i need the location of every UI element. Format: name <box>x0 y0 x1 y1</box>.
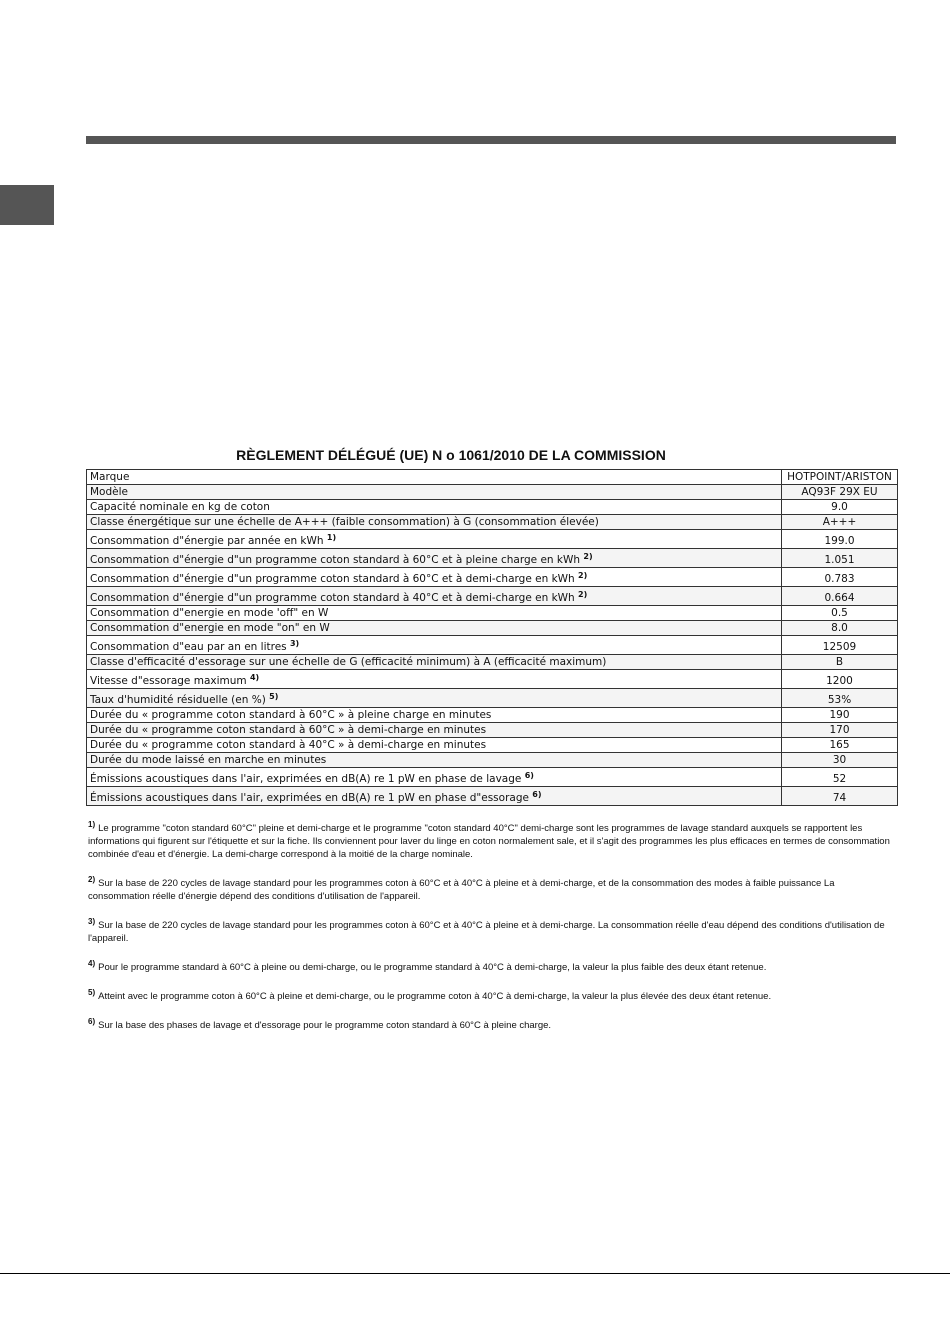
footnote-ref: 2) <box>578 571 588 580</box>
row-label: Consommation d"energie en mode 'off" en W <box>87 606 782 621</box>
table-row <box>87 485 898 500</box>
row-value: 190 <box>782 708 898 723</box>
footnote <box>88 957 898 974</box>
row-value: 1.051 <box>782 549 898 568</box>
footnote-text: Sur la base de 220 cycles de lavage standard pour les programmes coton à 60°C et à 40°C à pleine et à demi-charge. La consommation réelle d'eau dépend des conditions d'utilisation de l'appareil. <box>88 920 885 944</box>
row-label: Classe d'efficacité d'essorage sur une échelle de G (efficacité minimum) à A (efficacité maximum) <box>87 655 782 670</box>
row-value: 9.0 <box>782 500 898 515</box>
footnote-ref: 3) <box>289 639 300 648</box>
footnote-ref: 4) <box>249 673 260 682</box>
header-rule <box>86 136 896 144</box>
row-value: B <box>782 655 898 670</box>
table-row <box>87 636 898 655</box>
row-value: A+++ <box>782 515 898 530</box>
table-row <box>87 655 898 670</box>
table-row <box>87 587 898 606</box>
footnote-number: 4) <box>88 959 96 968</box>
row-value: 30 <box>782 753 898 768</box>
footnote <box>88 1015 898 1032</box>
row-label: Taux d'humidité résiduelle (en %) $^{5)}$ <box>87 689 782 708</box>
row-label: Capacité nominale en kg de coton <box>87 500 782 515</box>
footnote-text: Atteint avec le programme coton à 60°C à pleine et demi-charge, ou le programme coton à 40°C à demi-charge, la valeur la plus élevée des deux étant retenue. <box>98 991 772 1002</box>
table-row <box>87 670 898 689</box>
row-value: 170 <box>782 723 898 738</box>
table-row <box>87 568 898 587</box>
row-value: 0.5 <box>782 606 898 621</box>
row-value: 8.0 <box>782 621 898 636</box>
language-tab-marker <box>0 185 54 225</box>
footnote-number: 5) <box>88 988 96 997</box>
table-row <box>87 515 898 530</box>
row-value: 0.664 <box>782 587 898 606</box>
table-row <box>87 708 898 723</box>
footnote-ref: 6) <box>524 771 534 780</box>
table-row <box>87 621 898 636</box>
row-value: 165 <box>782 738 898 753</box>
row-label: Durée du « programme coton standard à 60°C » à demi-charge en minutes <box>87 723 782 738</box>
table-row <box>87 470 898 485</box>
row-value: AQ93F 29X EU <box>782 485 898 500</box>
row-label: Émissions acoustiques dans l'air, exprimées en dB(A) re 1 pW en phase d"essorage $^{6)}$ <box>87 787 782 806</box>
row-label: Consommation d"énergie d"un programme coton standard à 60°C et à pleine charge en kWh $^{2)}$ <box>87 549 782 568</box>
table-row <box>87 500 898 515</box>
spec-table <box>86 469 898 806</box>
footnote-text: Sur la base de 220 cycles de lavage standard pour les programmes coton à 60°C et à 40°C à pleine et à demi-charge, et de la consommation des modes à faible puissance La consommation réelle d'énergie dépend des conditions d'utilisation de l'appareil. <box>88 878 835 902</box>
table-row <box>87 606 898 621</box>
row-value: 199.0 <box>782 530 898 549</box>
row-label: Vitesse d"essorage maximum $^{4)}$ <box>87 670 782 689</box>
row-value: 0.783 <box>782 568 898 587</box>
footnote-number: 6) <box>88 1017 96 1026</box>
footnote-ref: 2) <box>578 590 588 599</box>
footnote <box>88 915 898 945</box>
footnote-text: Pour le programme standard à 60°C à pleine ou demi-charge, ou le programme standard à 40°C à demi-charge, la valeur la plus faible des deux étant retenue. <box>98 962 767 973</box>
footnote-ref: 1) <box>326 533 337 542</box>
row-value: 1200 <box>782 670 898 689</box>
row-value: HOTPOINT/ARISTON <box>782 470 898 485</box>
footnote-number: 2) <box>88 875 96 884</box>
footnote <box>88 986 898 1003</box>
row-label: Marque <box>87 470 782 485</box>
row-label: Durée du « programme coton standard à 40°C » à demi-charge en minutes <box>87 738 782 753</box>
document-title: RÈGLEMENT DÉLÉGUÉ (UE) N o 1061/2010 DE LA COMMISSION <box>236 447 666 463</box>
row-label: Classe énergétique sur une échelle de A+++ (faible consommation) à G (consommation élevée) <box>87 515 782 530</box>
row-label: Durée du mode laissé en marche en minutes <box>87 753 782 768</box>
row-value: 53% <box>782 689 898 708</box>
row-label: Durée du « programme coton standard à 60°C » à pleine charge en minutes <box>87 708 782 723</box>
row-label: Modèle <box>87 485 782 500</box>
footnotes <box>88 818 898 1044</box>
row-label: Consommation d"eau par an en litres $^{3)}$ <box>87 636 782 655</box>
table-row <box>87 738 898 753</box>
row-label: Consommation d"énergie d"un programme coton standard à 40°C et à demi-charge en kWh $^{2)}$ <box>87 587 782 606</box>
row-label: Consommation d"energie en mode "on" en W <box>87 621 782 636</box>
footnote <box>88 818 898 861</box>
table-row <box>87 549 898 568</box>
table-row <box>87 689 898 708</box>
footnote-number: 3) <box>88 917 96 926</box>
row-label: Consommation d"énergie par année en kWh $^{1)}$ <box>87 530 782 549</box>
row-label: Consommation d"énergie d"un programme coton standard à 60°C et à demi-charge en kWh $^{2)}$ <box>87 568 782 587</box>
row-value: 52 <box>782 768 898 787</box>
footnote-text: Sur la base des phases de lavage et d'essorage pour le programme coton standard à 60°C à pleine charge. <box>98 1020 552 1031</box>
table-row <box>87 768 898 787</box>
footer-rule <box>0 1273 950 1274</box>
row-value: 12509 <box>782 636 898 655</box>
footnote-ref: 6) <box>532 790 542 799</box>
footnote-number: 1) <box>88 820 96 829</box>
footnote <box>88 873 898 903</box>
table-row <box>87 530 898 549</box>
footnote-ref: 2) <box>583 552 593 561</box>
table-row <box>87 753 898 768</box>
footnote-text: Le programme "coton standard 60°C" pleine et demi-charge et le programme "coton standard 40°C" demi-charge sont les programmes de lavage standard auxquels se rapportent les informations qui figurent sur l'étiquette et sur la fiche. Ils conviennent pour laver du linge en coton normalement sale, et il s'agit des programmes les plus efficaces en termes de consommation combinée d'eau et d'énergie. La demi-charge correspond à la moitié de la charge nominale. <box>88 823 890 860</box>
footnote-ref: 5) <box>269 692 279 701</box>
row-value: 74 <box>782 787 898 806</box>
row-label: Émissions acoustiques dans l'air, exprimées en dB(A) re 1 pW en phase de lavage $^{6)}$ <box>87 768 782 787</box>
table-row <box>87 787 898 806</box>
table-row <box>87 723 898 738</box>
